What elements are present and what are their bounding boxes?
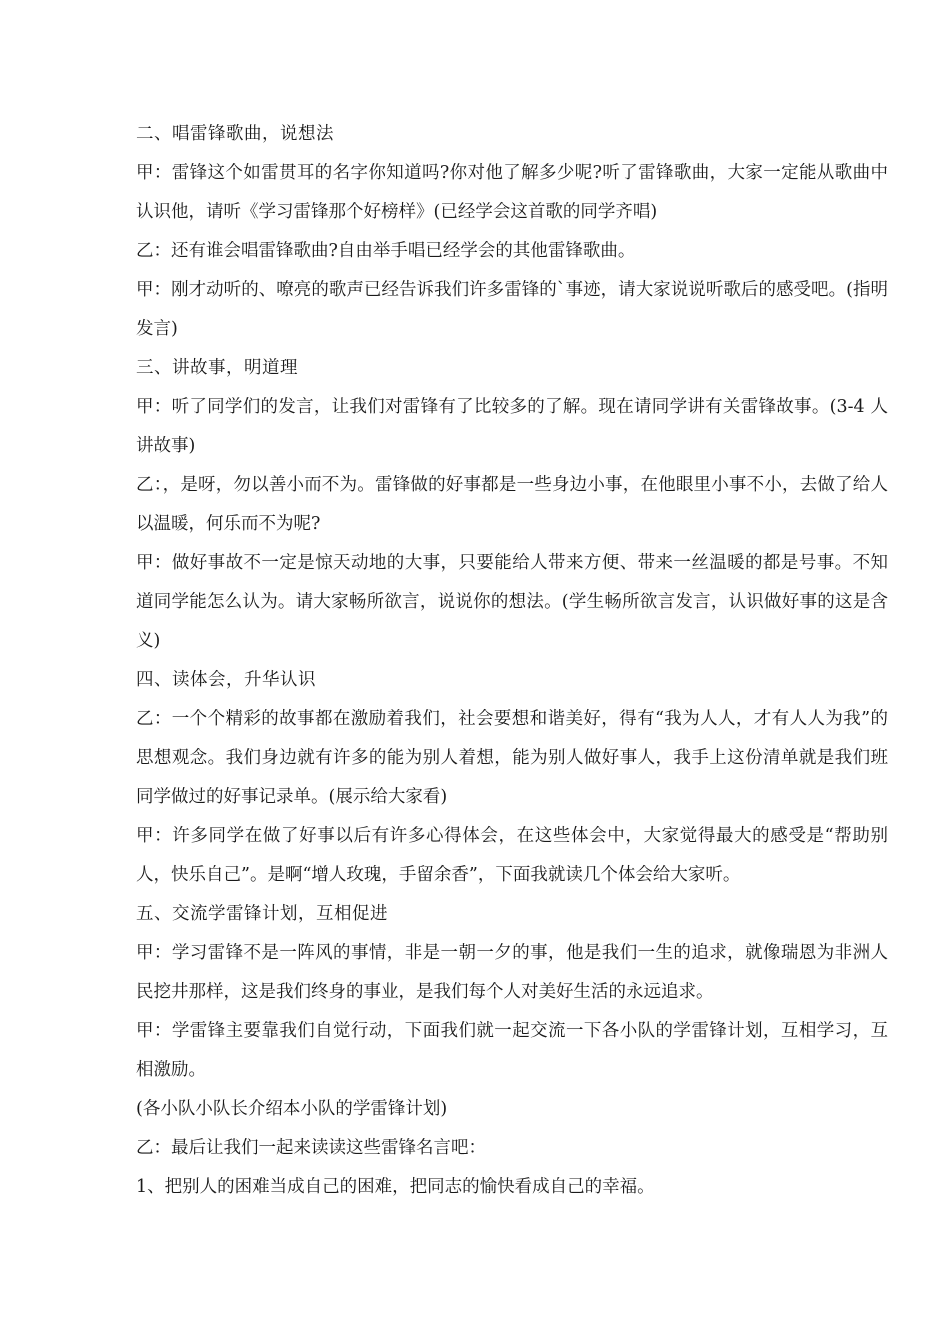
paragraph: 乙：，是呀，勿以善小而不为。雷锋做的好事都是一些身边小事，在他眼里小事不小，去做了给人以温暖，何乐而不为呢? <box>136 475 888 534</box>
paragraph: 1、把别人的困难当成自己的困难，把同志的愉快看成自己的幸福。 <box>136 1177 655 1197</box>
paragraph: 甲：学习雷锋不是一阵风的事情，非是一朝一夕的事，他是我们一生的追求，就像瑞恩为非洲人民挖井那样，这是我们终身的事业，是我们每个人对美好生活的永远追求。 <box>136 943 888 1002</box>
paragraph: 甲：学雷锋主要靠我们自觉行动，下面我们就一起交流一下各小队的学雷锋计划，互相学习，互相激励。 <box>136 1021 888 1080</box>
paragraph: (各小队小队长介绍本小队的学雷锋计划) <box>136 1099 448 1119</box>
section-heading-4: 四、读体会，升华认识 <box>136 670 316 690</box>
section-heading-3: 三、讲故事，明道理 <box>136 358 298 378</box>
section-heading-5: 五、交流学雷锋计划，互相促进 <box>136 904 388 924</box>
section-heading-2: 二、唱雷锋歌曲，说想法 <box>136 124 334 144</box>
paragraph: 甲：听了同学们的发言，让我们对雷锋有了比较多的了解。现在请同学讲有关雷锋故事。(3-4 人讲故事) <box>136 397 888 456</box>
paragraph: 甲：雷锋这个如雷贯耳的名字你知道吗?你对他了解多少呢?听了雷锋歌曲，大家一定能从歌曲中认识他，请听《学习雷锋那个好榜样》(已经学会这首歌的同学齐唱) <box>136 163 888 222</box>
paragraph: 乙：还有谁会唱雷锋歌曲?自由举手唱已经学会的其他雷锋歌曲。 <box>136 241 636 261</box>
document-page <box>136 115 888 1207</box>
paragraph: 甲：刚才动听的、嘹亮的歌声已经告诉我们许多雷锋的`事迹，请大家说说听歌后的感受吧。(指明发言) <box>136 280 888 339</box>
paragraph: 乙：最后让我们一起来读读这些雷锋名言吧： <box>136 1138 486 1158</box>
paragraph: 甲：做好事故不一定是惊天动地的大事，只要能给人带来方便、带来一丝温暖的都是号事。不知道同学能怎么认为。请大家畅所欲言，说说你的想法。(学生畅所欲言发言，认识做好事的这是含义) <box>136 553 888 651</box>
paragraph: 乙：一个个精彩的故事都在激励着我们，社会要想和谐美好，得有“我为人人，才有人人为我”的思想观念。我们身边就有许多的能为别人着想，能为别人做好事人，我手上这份清单就是我们班同学做过的好事记录单。(展示给大家看) <box>136 709 888 807</box>
paragraph: 甲：许多同学在做了好事以后有许多心得体会，在这些体会中，大家觉得最大的感受是“帮助别人，快乐自己”。是啊“增人玫瑰，手留余香”，下面我就读几个体会给大家听。 <box>136 826 888 885</box>
